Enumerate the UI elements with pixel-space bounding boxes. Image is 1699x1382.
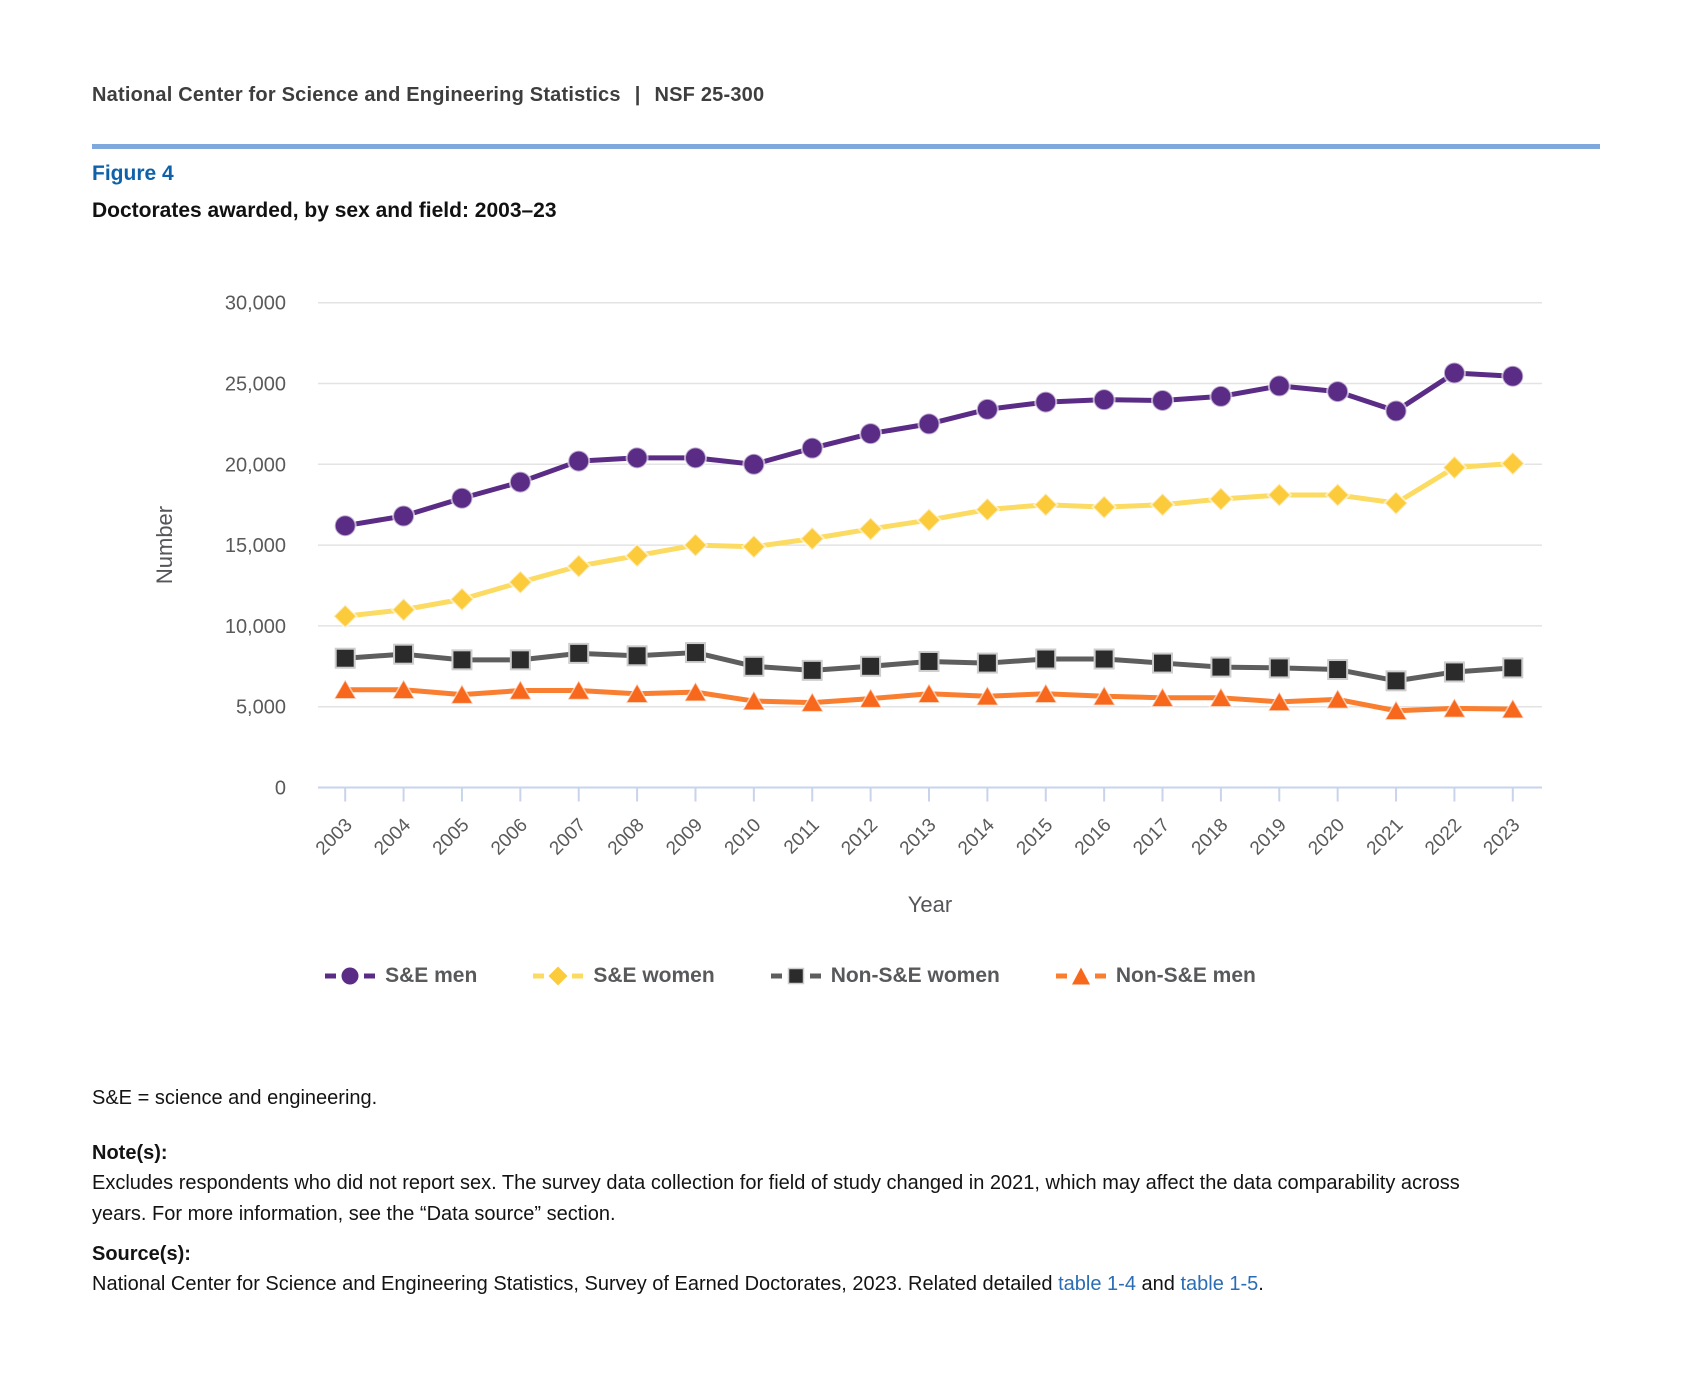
notes-label: Note(s):: [92, 1142, 168, 1164]
point-non-s-e-women-2023[interactable]: [1503, 658, 1522, 677]
x-label-2003: 2003: [311, 814, 357, 860]
point-s-e-women-2023[interactable]: [1501, 452, 1524, 475]
table-1-5-link[interactable]: table 1-5: [1180, 1273, 1259, 1295]
non-s-e-women-legend-marker: [770, 965, 822, 987]
point-non-s-e-women-2016[interactable]: [1095, 650, 1114, 669]
x-label-2004: 2004: [370, 814, 416, 860]
point-s-e-women-2013[interactable]: [918, 509, 941, 532]
point-s-e-men-2023[interactable]: [1502, 366, 1523, 387]
point-non-s-e-women-2009[interactable]: [686, 643, 705, 662]
point-non-s-e-women-2015[interactable]: [1036, 650, 1055, 669]
point-s-e-women-2011[interactable]: [801, 527, 824, 550]
point-s-e-women-2015[interactable]: [1034, 493, 1057, 516]
legend-label: Non-S&E women: [830, 964, 1000, 987]
point-s-e-women-2018[interactable]: [1209, 488, 1232, 511]
x-label-2017: 2017: [1129, 814, 1175, 860]
x-label-2013: 2013: [895, 814, 941, 860]
point-non-s-e-women-2006[interactable]: [511, 650, 530, 669]
point-s-e-men-2020[interactable]: [1327, 381, 1348, 402]
point-s-e-men-2004[interactable]: [393, 506, 414, 527]
source-text-prefix: National Center for Science and Engineering Statistics, Survey of Earned Doctorates, 2023. Related detailed: [92, 1273, 1059, 1295]
point-s-e-men-2014[interactable]: [977, 399, 998, 420]
point-non-s-e-women-2018[interactable]: [1211, 658, 1230, 677]
point-non-s-e-women-2017[interactable]: [1153, 654, 1172, 673]
y-label-10000: 10,000: [224, 615, 286, 638]
point-s-e-men-2005[interactable]: [451, 488, 472, 509]
y-axis-title: Number: [152, 505, 177, 585]
point-s-e-men-2017[interactable]: [1152, 390, 1173, 411]
x-label-2008: 2008: [603, 814, 649, 860]
s-e-women-legend-marker: [532, 965, 584, 987]
gridlines: [318, 303, 1542, 788]
point-non-s-e-women-2021[interactable]: [1387, 671, 1406, 690]
point-non-s-e-women-2011[interactable]: [803, 661, 822, 680]
y-label-15000: 15,000: [224, 535, 286, 558]
point-non-s-e-women-2010[interactable]: [744, 657, 763, 676]
point-s-e-women-2007[interactable]: [567, 555, 590, 578]
x-label-2021: 2021: [1362, 814, 1408, 860]
report-header-org: National Center for Science and Engineering Statistics: [92, 84, 621, 106]
x-label-2010: 2010: [720, 814, 766, 860]
point-s-e-men-2003[interactable]: [335, 515, 356, 536]
point-non-s-e-women-2020[interactable]: [1328, 660, 1347, 679]
source-text-mid: and: [1135, 1273, 1181, 1295]
x-label-2016: 2016: [1070, 814, 1116, 860]
point-non-s-e-women-2019[interactable]: [1270, 658, 1289, 677]
point-s-e-men-2015[interactable]: [1035, 392, 1056, 413]
x-label-2009: 2009: [662, 814, 708, 860]
x-label-2022: 2022: [1421, 814, 1466, 860]
s-e-men-legend-marker: [324, 965, 376, 987]
x-label-2020: 2020: [1304, 814, 1350, 860]
point-s-e-women-2021[interactable]: [1385, 492, 1408, 515]
point-s-e-women-2016[interactable]: [1093, 496, 1116, 519]
report-header-separator: |: [634, 84, 641, 106]
point-s-e-men-2013[interactable]: [919, 413, 940, 434]
x-label-2023: 2023: [1479, 814, 1525, 860]
x-label-2015: 2015: [1012, 814, 1058, 860]
x-label-2011: 2011: [780, 814, 824, 859]
legend-label: S&E men: [385, 964, 478, 987]
legend-label: Non-S&E men: [1115, 964, 1256, 987]
point-non-s-e-women-2012[interactable]: [861, 657, 880, 676]
point-s-e-men-2010[interactable]: [743, 454, 764, 475]
point-s-e-women-2019[interactable]: [1268, 484, 1291, 507]
point-s-e-men-2008[interactable]: [627, 447, 648, 468]
point-s-e-men-2009[interactable]: [685, 447, 706, 468]
x-label-2007: 2007: [545, 814, 591, 860]
point-s-e-men-2021[interactable]: [1386, 400, 1407, 421]
point-s-e-men-2011[interactable]: [802, 438, 823, 459]
y-label-25000: 25,000: [224, 373, 286, 396]
point-non-s-e-women-2008[interactable]: [628, 646, 647, 665]
y-label-5000: 5,000: [235, 696, 286, 719]
report-number: NSF 25-300: [654, 84, 765, 106]
x-label-2005: 2005: [428, 814, 474, 860]
x-label-2006: 2006: [487, 814, 532, 860]
legend-item-s-e-men[interactable]: [324, 964, 477, 988]
point-s-e-women-2005[interactable]: [450, 588, 473, 611]
abbreviation-note: S&E = science and engineering.: [92, 1087, 378, 1109]
point-s-e-men-2012[interactable]: [860, 423, 881, 444]
point-non-s-e-women-2022[interactable]: [1445, 662, 1464, 681]
y-label-0: 0: [274, 777, 286, 800]
source-text-suffix: .: [1258, 1273, 1264, 1295]
chart-title: Doctorates awarded, by sex and field: 2003–23: [92, 199, 557, 222]
source-label: Source(s):: [92, 1243, 191, 1265]
non-s-e-men-legend-marker: [1055, 965, 1107, 987]
point-s-e-women-2012[interactable]: [859, 517, 882, 540]
point-s-e-men-2018[interactable]: [1210, 386, 1231, 407]
point-s-e-men-2006[interactable]: [510, 472, 531, 493]
point-non-s-e-women-2007[interactable]: [569, 644, 588, 663]
point-s-e-women-2017[interactable]: [1151, 493, 1174, 516]
point-non-s-e-women-2004[interactable]: [394, 645, 413, 664]
x-label-2018: 2018: [1187, 814, 1233, 860]
series-non-s-e-men: [334, 680, 1524, 720]
figure-label: Figure 4: [92, 162, 174, 185]
x-label-2019: 2019: [1246, 814, 1291, 860]
legend-label: S&E women: [593, 964, 715, 987]
point-s-e-women-2004[interactable]: [392, 598, 415, 621]
x-axis: [312, 789, 1524, 860]
point-s-e-women-2003[interactable]: [334, 605, 357, 628]
point-s-e-women-2020[interactable]: [1326, 484, 1349, 507]
legend-item-non-s-e-men[interactable]: [1055, 964, 1256, 988]
point-s-e-women-2009[interactable]: [684, 534, 707, 557]
y-label-30000: 30,000: [224, 292, 286, 315]
point-non-s-e-women-2003[interactable]: [336, 649, 355, 668]
point-non-s-e-women-2005[interactable]: [452, 650, 471, 669]
legend-item-s-e-women[interactable]: [532, 964, 714, 988]
point-non-s-e-women-2013[interactable]: [920, 652, 939, 671]
point-s-e-women-2010[interactable]: [742, 535, 765, 558]
point-s-e-men-2022[interactable]: [1444, 362, 1465, 383]
y-axis-labels: [225, 293, 286, 800]
x-label-2014: 2014: [954, 814, 999, 860]
table-1-4-link[interactable]: table 1-4: [1058, 1273, 1136, 1295]
point-s-e-women-2008[interactable]: [626, 544, 649, 567]
point-s-e-men-2007[interactable]: [568, 451, 589, 472]
point-non-s-e-women-2014[interactable]: [978, 654, 997, 673]
point-s-e-women-2014[interactable]: [976, 498, 999, 521]
chart-legend: [92, 964, 1488, 988]
source-text: [92, 1269, 1264, 1300]
x-axis-title: Year: [907, 892, 953, 917]
point-s-e-men-2019[interactable]: [1269, 375, 1290, 396]
legend-item-non-s-e-women[interactable]: [770, 964, 1000, 988]
notes-text: Excludes respondents who did not report sex. The survey data collection for field of study changed in 2021, which may affect the data comparability across years. For more information, see the “Data source” section.: [92, 1172, 1460, 1225]
point-s-e-women-2022[interactable]: [1443, 456, 1466, 479]
y-label-20000: 20,000: [224, 454, 286, 477]
x-label-2012: 2012: [837, 814, 883, 860]
point-s-e-women-2006[interactable]: [509, 571, 532, 594]
point-s-e-men-2016[interactable]: [1094, 389, 1115, 410]
